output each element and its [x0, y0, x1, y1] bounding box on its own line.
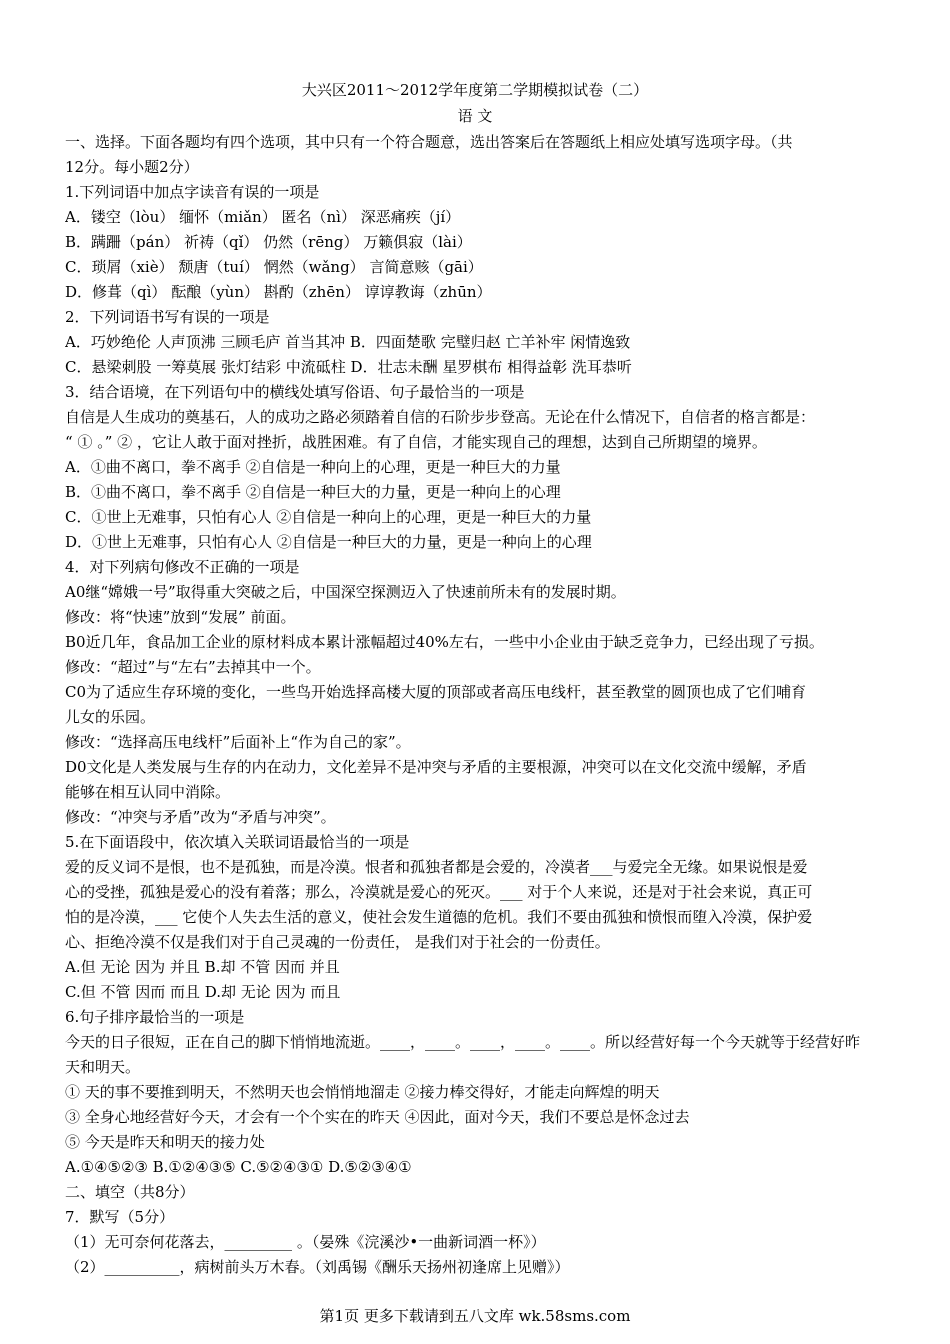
subject-title: 语 文	[457, 107, 493, 125]
text-line: B．蹒跚（pán） 祈祷（qǐ） 仍然（rēng） 万籁俱寂（lài）	[65, 233, 472, 251]
text-line: 今天的日子很短，正在自己的脚下悄悄地流逝。____，____。____，____。____。所以经营好每一个今天就等于经营好昨	[65, 1033, 861, 1051]
text-line: 修改：“冲突与矛盾”改为“矛盾与冲突”。	[65, 808, 336, 826]
text-line: （2）__________，病树前头万木春。（刘禹锡《酬乐天扬州初逢席上见赠》）	[65, 1258, 570, 1276]
text-line: B．①曲不离口，拳不离手 ②自信是一种巨大的力量，更是一种向上的心理	[65, 483, 561, 501]
text-line: A0继“嫦娥一号”取得重大突破之后，中国深空探测迈入了快速前所未有的发展时期。	[65, 583, 626, 601]
text-line: 5.在下面语段中，依次填入关联词语最恰当的一项是	[65, 833, 410, 851]
text-line: D0文化是人类发展与生存的内在动力，文化差异不是冲突与矛盾的主要根源，冲突可以在文化交流中缓解，矛盾	[65, 758, 807, 776]
text-line: 修改：“选择高压电线杆”后面补上“作为自己的家”。	[65, 733, 411, 751]
text-line: 6.句子排序最恰当的一项是	[65, 1008, 245, 1026]
text-line: 1.下列词语中加点字读音有误的一项是	[65, 183, 320, 201]
exam-title: 大兴区2011～2012学年度第二学期模拟试卷（二）	[301, 81, 649, 99]
text-line: C．①世上无难事，只怕有心人 ②自信是一种向上的心理，更是一种巨大的力量	[65, 508, 592, 526]
text-line: 7．默写（5分）	[65, 1208, 175, 1226]
text-line: 儿女的乐园。	[65, 708, 156, 726]
text-line: 爱的反义词不是恨，也不是孤独，而是冷漠。恨者和孤独者都是会爱的，冷漠者___与爱完全无缘。如果说恨是爱	[65, 858, 808, 876]
text-line: ⑤ 今天是昨天和明天的接力处	[65, 1133, 265, 1151]
text-line: 12分。每小题2分）	[65, 158, 199, 176]
text-line: D．修葺（qì） 酝酿（yùn） 斟酌（zhēn） 谆谆教诲（zhūn）	[65, 283, 492, 301]
text-line: “ ① 。” ② ，它让人敢于面对挫折，战胜困难。有了自信，才能实现自己的理想，达到自己所期望的境界。	[65, 433, 767, 451]
text-line: B0近几年，食品加工企业的原材料成本累计涨幅超过40%左右，一些中小企业由于缺乏竞争力，已经出现了亏损。	[65, 633, 824, 651]
text-line: 自信是人生成功的奠基石，人的成功之路必须踏着自信的石阶步步登高。无论在什么情况下，自信者的格言都是：	[65, 408, 816, 426]
text-line: ③ 全身心地经营好今天，才会有一个个实在的昨天 ④因此，面对今天，我们不要总是怀念过去	[65, 1108, 690, 1126]
text-line: A．镂空（lòu） 缅怀（miǎn） 匿名（nì） 深恶痛疾（jí）	[65, 208, 461, 226]
page-footer: 第1页 更多下载请到五八文库 wk.58sms.com	[319, 1307, 631, 1325]
text-line: A.但 无论 因为 并且 B.却 不管 因而 并且	[65, 958, 340, 976]
text-line: A.①④⑤②③ B.①②④③⑤ C.⑤②④③① D.⑤②③④①	[65, 1158, 412, 1176]
text-line: C．琐屑（xiè） 颓唐（tuí） 惘然（wǎng） 言简意赅（gāi）	[65, 258, 483, 276]
text-line: 怕的是冷漠，___ 它使个人失去生活的意义，使社会发生道德的危机。我们不要由孤独和愤恨而堕入冷漠，保护爱	[65, 908, 813, 926]
text-line: A．巧妙绝伦 人声顶沸 三顾毛庐 首当其冲 B．四面楚歌 完璧归赵 亡羊补牢 闲情逸致	[65, 333, 631, 351]
text-line: 2．下列词语书写有误的一项是	[65, 308, 270, 326]
text-line: C0为了适应生存环境的变化，一些鸟开始选择高楼大厦的顶部或者高压电线杆，甚至教堂的圆顶也成了它们哺育	[65, 683, 807, 701]
text-line: A．①曲不离口，拳不离手 ②自信是一种向上的心理，更是一种巨大的力量	[65, 458, 561, 476]
text-line: 修改：“超过”与“左右”去掉其中一个。	[65, 658, 321, 676]
text-line: ① 天的事不要推到明天，不然明天也会悄悄地溜走 ②接力棒交得好，才能走向辉煌的明天	[65, 1083, 660, 1101]
text-line: 心的受挫，孤独是爱心的没有着落；那么，冷漠就是爱心的死灭。___ 对于个人来说，还是对于社会来说，真正可	[65, 883, 813, 901]
text-line: 一、选择。下面各题均有四个选项，其中只有一个符合题意，选出答案后在答题纸上相应处填写选项字母。（共	[65, 133, 793, 151]
text-line: 能够在相互认同中消除。	[65, 783, 231, 801]
text-line: 4．对下列病句修改不正确的一项是	[65, 558, 300, 576]
text-line: 天和明天。	[65, 1058, 141, 1076]
text-line: 修改：将“快速”放到“发展” 前面。	[65, 608, 296, 626]
text-line: 二、填空（共8分）	[65, 1183, 195, 1201]
text-line: 3．结合语境，在下列语句中的横线处填写俗语、句子最恰当的一项是	[65, 383, 525, 401]
text-line: C．悬梁刺股 一筹莫展 张灯结彩 中流砥柱 D．壮志未酬 星罗棋布 相得益彰 洗耳恭听	[65, 358, 632, 376]
text-line: （1）无可奈何花落去，_________ 。（晏殊《浣溪沙•一曲新词酒一杯》）	[65, 1233, 546, 1251]
text-line: 心、拒绝冷漠不仅是我们对于自己灵魂的一份责任， 是我们对于社会的一份责任。	[65, 933, 610, 951]
text-line: D．①世上无难事，只怕有心人 ②自信是一种巨大的力量，更是一种向上的心理	[65, 533, 592, 551]
text-line: C.但 不管 因而 而且 D.却 无论 因为 而且	[65, 983, 341, 1001]
